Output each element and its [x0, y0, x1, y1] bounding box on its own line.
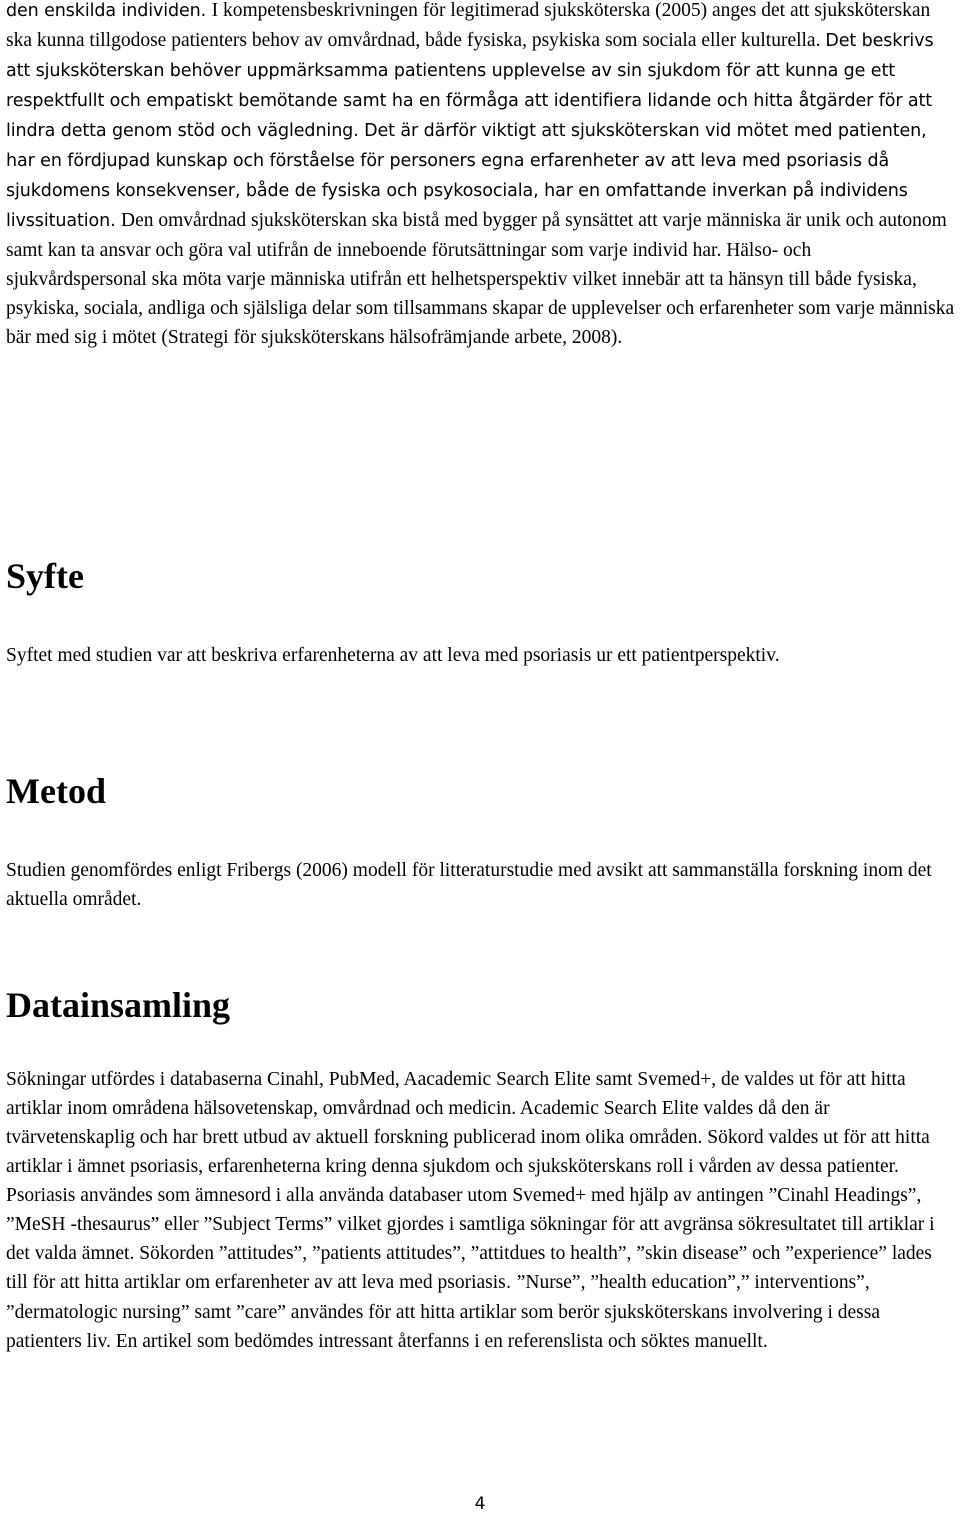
heading-syfte: Syfte	[6, 556, 84, 596]
intro-paragraph	[6, 0, 956, 352]
heading-metod: Metod	[6, 771, 106, 811]
intro-run: I kompetensbeskrivningen för legitimerad sjuksköterska (2005) anges det att sjuksköterskan ska kunna tillgodose patienters behov av omvårdnad, både fysiska, psykiska som sociala eller kulturella.	[6, 0, 931, 51]
datainsamling-run: .	[505, 1273, 517, 1293]
syfte-paragraph: Syftet med studien var att beskriva erfarenheterna av att leva med psoriasis ur ett patientperspektiv.	[6, 645, 780, 666]
metod-paragraph: Studien genomfördes enligt Fribergs (2006) modell för litteraturstudie med avsikt att sammanställa forskning inom det aktuella området.	[6, 860, 932, 910]
intro-run: den enskilda individen.	[6, 1, 212, 21]
intro-run: Den omvårdnad sjuksköterskan ska bistå med bygger på synsättet att varje människa är unik och autonom samt kan ta ansvar och göra val utifrån de inneboende förutsättningar som varje individ har. Hälso- och sjukvårdspersonal ska möta varje människa utifrån ett helhetsperspektiv vilket innebär att ta hänsyn till både fysiska, psykiska, sociala, andliga och själsliga delar som tillsammans skapar de upplevelser och erfarenheter som varje människa bär med sig i mötet (Strategi för sjuksköterskans hälsofrämjande arbete, 2008).	[6, 210, 955, 348]
datainsamling-paragraph	[6, 1065, 956, 1356]
heading-datainsamling: Datainsamling	[6, 985, 231, 1025]
datainsamling-run: ”Nurse”, ”health education”,” interventions”, ”dermatologic nursing” samt ”care” användes för att hitta artiklar som berör sjuksköterskans involvering i dessa patienters liv. En artikel som bedömdes intressant återfanns i en referenslista och söktes manuellt.	[6, 1272, 880, 1352]
page-number: 4	[474, 1494, 486, 1514]
datainsamling-run: Sökningar utfördes i databaserna Cinahl, PubMed, Aacademic Search Elite samt Svemed+, de valdes ut för att hitta artiklar inom områdena hälsovetenskap, omvårdnad och medicin. Academic Search Elite valdes då den är tvärvetenskaplig och har brett utbud av aktuell forskning publicerad inom olika områden. Sökord valdes ut för att hitta artiklar i ämnet psoriasis, erfarenheterna kring denna sjukdom och sjuksköterskans roll i vården av dessa patienter. Psoriasis användes som ämnesord i alla använda databaser utom Svemed+ med hjälp av antingen ”Cinahl Headings”, ”MeSH -thesaurus” eller ”Subject Terms” vilket gjordes i samtliga sökningar för att avgränsa sökresultatet till artiklar i det valda ämnet. Sökorden ”attitudes”, ”patients attitudes”, ”attitdues to health”, ”skin disease” och ”experience” lades till för att hitta artiklar om erfarenheter av att leva med psoriasis	[6, 1069, 935, 1293]
intro-run: Det beskrivs att sjuksköterskan behöver uppmärksamma patientens upplevelse av sin sjukdom för att kunna ge ett respektfullt och empatiskt bemötande samt ha en förmåga att identifiera lidande och hitta åtgärder för att lindra detta genom stöd och vägledning. Det är därför viktigt att sjuksköterskan vid mötet med patienten, har en fördjupad kunskap och förståelse för personers egna erfarenheter av att leva med psoriasis då sjukdomens konsekvenser, både de fysiska och psykosociala, har en omfattande inverkan på individens livssituation.	[6, 31, 934, 231]
